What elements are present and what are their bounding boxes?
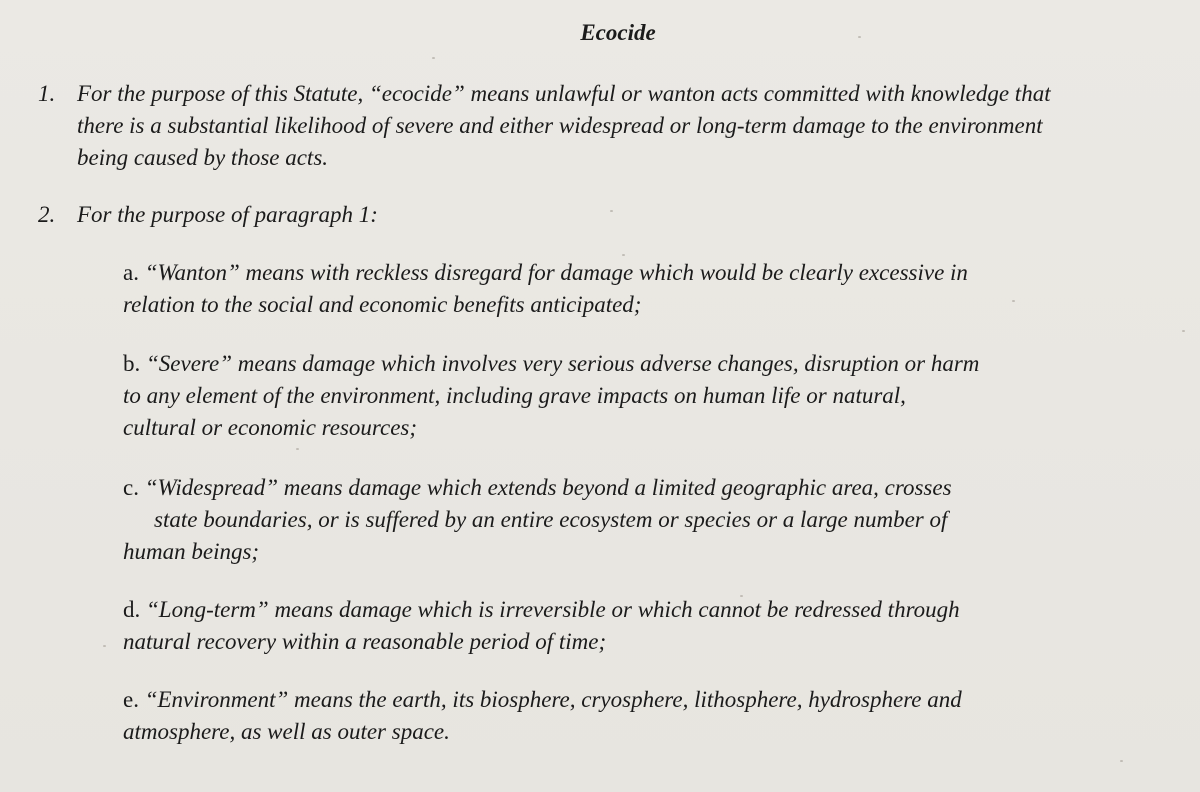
definition-line: atmosphere, as well as outer space. [123,719,450,744]
definition-long-term [123,594,1063,658]
definition-line: relation to the social and economic benefits anticipated; [123,292,642,317]
definition-environment [123,684,1063,748]
definition-letter: d. [123,597,141,622]
definition-severe [123,348,1063,444]
definition-line: cultural or economic resources; [123,415,418,440]
definition-line: to any element of the environment, including grave impacts on human life or natural, [123,383,906,408]
item-1-line: there is a substantial likelihood of severe and either widespread or long-term damage to the environment [77,113,1043,138]
paper-speck [103,645,106,647]
item-1-text [77,78,1157,174]
definition-line-text: “Wanton” means with reckless disregard for damage which would be clearly excessive in [144,260,968,285]
paper-speck [1120,760,1123,762]
definition-letter: e. [123,687,139,712]
definition-line-text: “Long-term” means damage which is irreversible or which cannot be redressed through [146,597,960,622]
definition-letter: b. [123,351,141,376]
paper-speck [1182,330,1185,332]
item-1-line: being caused by those acts. [77,145,329,170]
definition-line [123,684,1063,716]
item-2-text [77,199,1157,231]
definition-line-text: “Widespread” means damage which extends beyond a limited geographic area, crosses [144,475,952,500]
definition-widespread [123,472,1063,568]
definition-wanton [123,257,1063,321]
item-2-line: For the purpose of paragraph 1: [77,202,378,227]
definition-letter: a. [123,260,139,285]
definition-line [123,594,1063,626]
paper-speck [296,448,299,450]
definition-line [123,348,1063,380]
paper-speck [622,254,625,256]
definition-line [123,472,1063,504]
definition-line: state boundaries, or is suffered by an entire ecosystem or species or a large number of [154,507,948,532]
definition-line-text: “Severe” means damage which involves very serious adverse changes, disruption or harm [146,351,980,376]
definition-letter: c. [123,475,139,500]
definition-line [123,257,1063,289]
item-1-line: For the purpose of this Statute, “ecocide” means unlawful or wanton acts committed with knowledge that [77,81,1051,106]
item-2-number: 2. [38,202,56,227]
definition-line-text: “Environment” means the earth, its biosphere, cryosphere, lithosphere, hydrosphere and [144,687,962,712]
document-title: Ecocide [580,20,656,45]
definition-line: human beings; [123,539,260,564]
paper-speck [432,57,435,59]
definition-line: natural recovery within a reasonable period of time; [123,629,607,654]
item-1-number: 1. [38,81,56,106]
